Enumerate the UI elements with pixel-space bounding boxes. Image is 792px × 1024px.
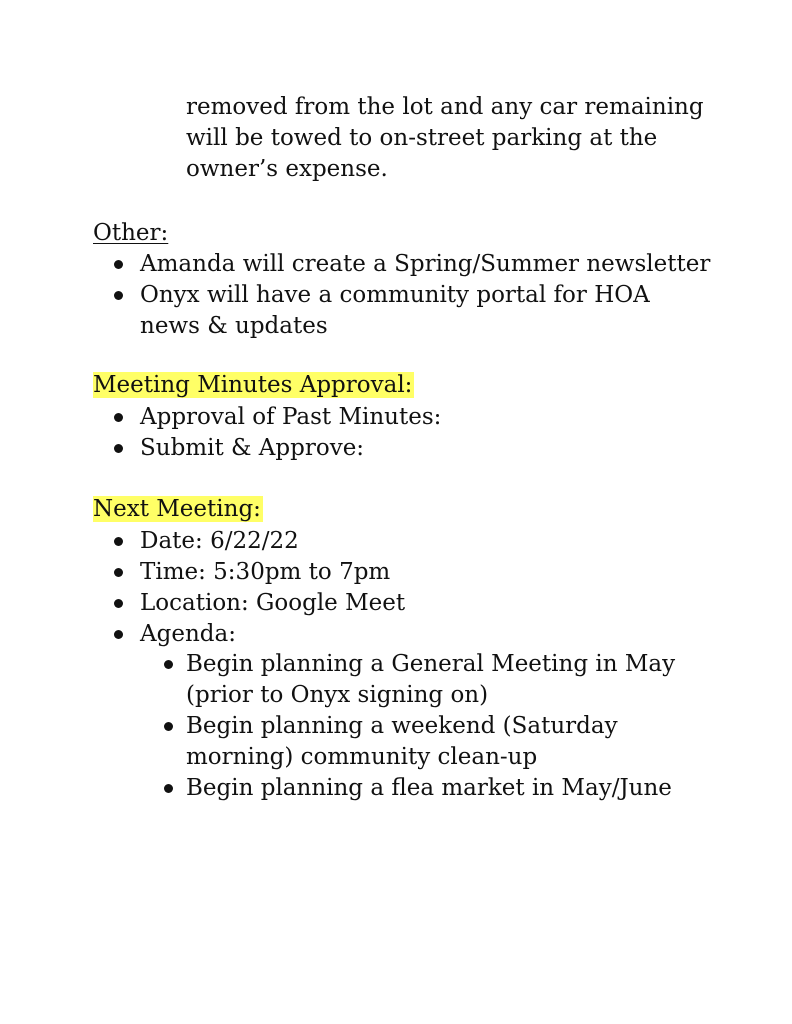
other-heading: Other: xyxy=(93,220,169,246)
continuation-line: removed from the lot and any car remaining xyxy=(186,94,704,120)
minutes-heading xyxy=(93,370,414,401)
bullet-icon xyxy=(114,444,123,453)
continuation-line: owner’s expense. xyxy=(186,156,388,182)
bullet-icon xyxy=(164,784,173,793)
bullet-icon xyxy=(114,260,123,269)
bullet-icon xyxy=(114,291,123,300)
bullet-icon xyxy=(114,630,123,639)
minutes-heading-text: Meeting Minutes Approval: xyxy=(93,372,413,398)
bullet-icon xyxy=(164,722,173,731)
bullet-icon xyxy=(114,413,123,422)
agenda-item: Begin planning a General Meeting in May xyxy=(186,651,676,677)
list-item: Agenda: xyxy=(140,621,236,647)
agenda-item: Begin planning a weekend (Saturday xyxy=(186,713,618,739)
bullet-icon xyxy=(164,660,173,669)
bullet-icon xyxy=(114,599,123,608)
list-item: Location: Google Meet xyxy=(140,590,406,616)
list-item: Approval of Past Minutes: xyxy=(140,404,442,430)
agenda-item-continuation: (prior to Onyx signing on) xyxy=(186,682,489,708)
continuation-line: will be towed to on-street parking at the xyxy=(186,125,658,151)
list-item: Onyx will have a community portal for HOA xyxy=(140,282,650,308)
list-item: Amanda will create a Spring/Summer newsletter xyxy=(140,251,711,277)
list-item: Time: 5:30pm to 7pm xyxy=(140,559,391,585)
bullet-icon xyxy=(114,568,123,577)
list-item-continuation: news & updates xyxy=(140,313,328,339)
list-item: Date: 6/22/22 xyxy=(140,528,299,554)
list-item: Submit & Approve: xyxy=(140,435,365,461)
agenda-item: Begin planning a flea market in May/June xyxy=(186,775,672,801)
next-meeting-heading-text: Next Meeting: xyxy=(93,496,261,522)
next-meeting-heading xyxy=(93,494,263,525)
agenda-item-continuation: morning) community clean-up xyxy=(186,744,538,770)
bullet-icon xyxy=(114,537,123,546)
